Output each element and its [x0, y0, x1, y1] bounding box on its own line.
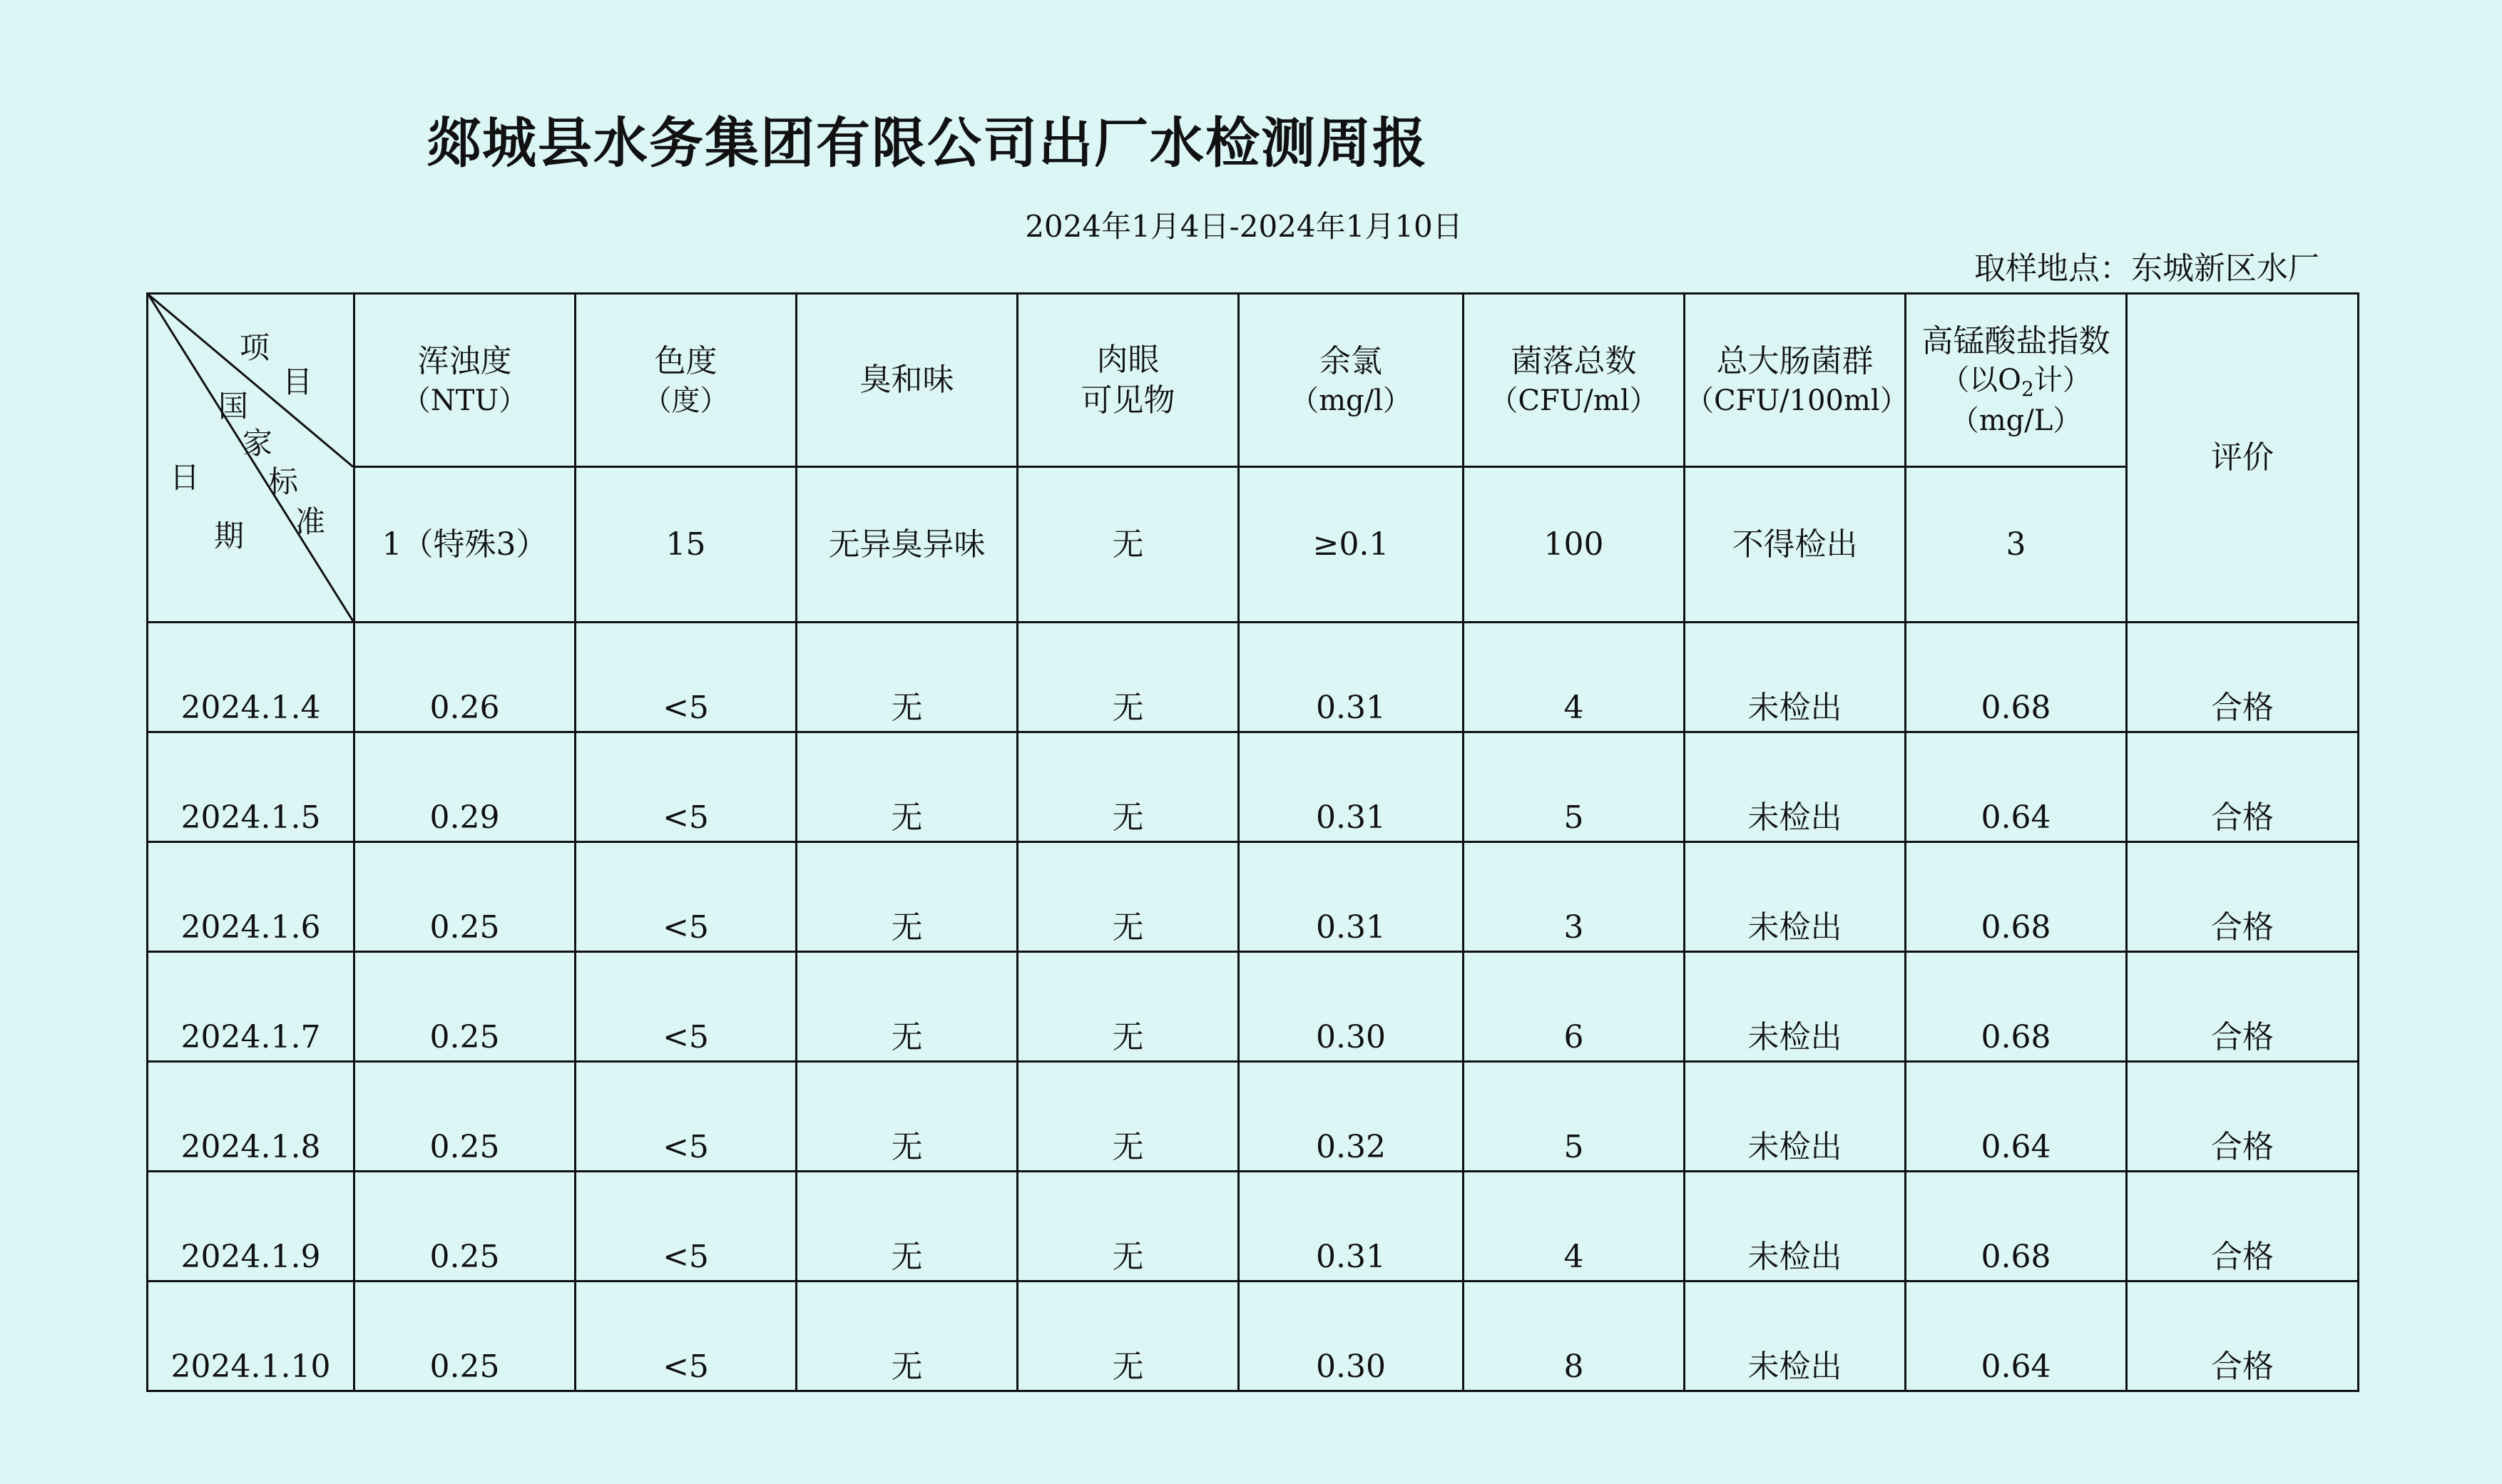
cell-permanganate-index: 0.64	[1906, 732, 2127, 842]
cell-visible-matter: 无	[1018, 1172, 1239, 1281]
cell-color: <5	[576, 1062, 797, 1172]
water-quality-table	[146, 292, 2359, 1392]
standard-colony-count: 100	[1464, 467, 1685, 623]
standard-residual-chlorine: ≥0.1	[1239, 467, 1464, 623]
row-date: 2024.1.9	[148, 1172, 354, 1281]
cell-colony-count: 3	[1464, 842, 1685, 952]
corner-date-char-1: 日	[170, 460, 200, 495]
row-date: 2024.1.6	[148, 842, 354, 952]
cell-permanganate-index: 0.68	[1906, 1172, 2127, 1281]
standard-turbidity: 1（特殊3）	[354, 467, 576, 623]
standard-color: 15	[576, 467, 797, 623]
cell-coliform: 未检出	[1685, 623, 1906, 732]
cell-colony-count: 6	[1464, 952, 1685, 1062]
cell-residual-chlorine: 0.31	[1239, 623, 1464, 732]
cell-colony-count: 4	[1464, 1172, 1685, 1281]
cell-visible-matter: 无	[1018, 1281, 1239, 1391]
row-date: 2024.1.10	[148, 1281, 354, 1391]
cell-evaluation: 合格	[2127, 732, 2359, 842]
cell-colony-count: 4	[1464, 623, 1685, 732]
cell-odor-taste: 无	[797, 732, 1018, 842]
corner-header-cell	[148, 294, 354, 623]
header-odor-taste: 臭和味	[797, 294, 1018, 467]
cell-evaluation: 合格	[2127, 1172, 2359, 1281]
standard-permanganate-index: 3	[1906, 467, 2127, 623]
cell-coliform: 未检出	[1685, 842, 1906, 952]
table-row	[148, 1281, 2359, 1391]
cell-color: <5	[576, 732, 797, 842]
cell-permanganate-index: 0.68	[1906, 623, 2127, 732]
report-title: 郯城县水务集团有限公司出厂水检测周报	[427, 111, 1428, 175]
table-row	[148, 623, 2359, 732]
cell-turbidity: 0.25	[354, 842, 576, 952]
cell-residual-chlorine: 0.32	[1239, 1062, 1464, 1172]
standard-odor-taste: 无异臭异味	[797, 467, 1018, 623]
corner-item-char-2: 目	[282, 364, 313, 399]
cell-odor-taste: 无	[797, 1062, 1018, 1172]
cell-turbidity: 0.26	[354, 623, 576, 732]
header-turbidity: 浑浊度 （NTU）	[354, 294, 576, 467]
row-date: 2024.1.8	[148, 1062, 354, 1172]
cell-odor-taste: 无	[797, 1172, 1018, 1281]
cell-permanganate-index: 0.64	[1906, 1062, 2127, 1172]
header-visible-matter: 肉眼 可见物	[1018, 294, 1239, 467]
row-date: 2024.1.4	[148, 623, 354, 732]
table-row	[148, 842, 2359, 952]
header-residual-chlorine: 余氯 （mg/l）	[1239, 294, 1464, 467]
header-colony-count: 菌落总数 （CFU/ml）	[1464, 294, 1685, 467]
cell-coliform: 未检出	[1685, 952, 1906, 1062]
header-color: 色度 （度）	[576, 294, 797, 467]
cell-colony-count: 8	[1464, 1281, 1685, 1391]
cell-evaluation: 合格	[2127, 1281, 2359, 1391]
cell-color: <5	[576, 1172, 797, 1281]
standard-coliform: 不得检出	[1685, 467, 1906, 623]
corner-item-char-1: 项	[240, 330, 270, 365]
corner-std-char-3: 标	[268, 464, 299, 499]
header-evaluation: 评价	[2127, 294, 2359, 623]
cell-evaluation: 合格	[2127, 952, 2359, 1062]
cell-residual-chlorine: 0.30	[1239, 1281, 1464, 1391]
cell-residual-chlorine: 0.31	[1239, 1172, 1464, 1281]
sampling-location: 取样地点：东城新区水厂	[1974, 250, 2319, 287]
table-row	[148, 1172, 2359, 1281]
cell-odor-taste: 无	[797, 1281, 1018, 1391]
cell-turbidity: 0.25	[354, 952, 576, 1062]
cell-coliform: 未检出	[1685, 1062, 1906, 1172]
corner-date-char-2: 期	[214, 518, 245, 553]
cell-turbidity: 0.25	[354, 1281, 576, 1391]
cell-coliform: 未检出	[1685, 1172, 1906, 1281]
cell-evaluation: 合格	[2127, 842, 2359, 952]
cell-colony-count: 5	[1464, 732, 1685, 842]
standard-visible-matter: 无	[1018, 467, 1239, 623]
cell-color: <5	[576, 1281, 797, 1391]
cell-color: <5	[576, 842, 797, 952]
table-row	[148, 1062, 2359, 1172]
cell-permanganate-index: 0.68	[1906, 952, 2127, 1062]
header-coliform: 总大肠菌群 （CFU/100ml）	[1685, 294, 1906, 467]
cell-color: <5	[576, 623, 797, 732]
corner-std-char-4: 准	[295, 504, 326, 539]
cell-residual-chlorine: 0.30	[1239, 952, 1464, 1062]
corner-std-char-2: 家	[242, 426, 273, 461]
cell-colony-count: 5	[1464, 1062, 1685, 1172]
cell-evaluation: 合格	[2127, 623, 2359, 732]
cell-permanganate-index: 0.68	[1906, 842, 2127, 952]
cell-residual-chlorine: 0.31	[1239, 842, 1464, 952]
cell-visible-matter: 无	[1018, 952, 1239, 1062]
corner-std-char-1: 国	[218, 389, 249, 424]
header-permanganate-index: 高锰酸盐指数 （以$O_2$计） （mg/L）	[1906, 294, 2127, 467]
cell-visible-matter: 无	[1018, 623, 1239, 732]
cell-visible-matter: 无	[1018, 842, 1239, 952]
cell-coliform: 未检出	[1685, 1281, 1906, 1391]
row-date: 2024.1.5	[148, 732, 354, 842]
cell-color: <5	[576, 952, 797, 1062]
cell-odor-taste: 无	[797, 952, 1018, 1062]
cell-coliform: 未检出	[1685, 732, 1906, 842]
cell-evaluation: 合格	[2127, 1062, 2359, 1172]
cell-permanganate-index: 0.64	[1906, 1281, 2127, 1391]
cell-turbidity: 0.25	[354, 1062, 576, 1172]
cell-odor-taste: 无	[797, 842, 1018, 952]
cell-turbidity: 0.25	[354, 1172, 576, 1281]
row-date: 2024.1.7	[148, 952, 354, 1062]
table-row	[148, 952, 2359, 1062]
table-row	[148, 732, 2359, 842]
date-range: 2024年1月4日-2024年1月10日	[1025, 209, 1463, 244]
cell-turbidity: 0.29	[354, 732, 576, 842]
cell-visible-matter: 无	[1018, 1062, 1239, 1172]
cell-residual-chlorine: 0.31	[1239, 732, 1464, 842]
cell-visible-matter: 无	[1018, 732, 1239, 842]
cell-odor-taste: 无	[797, 623, 1018, 732]
